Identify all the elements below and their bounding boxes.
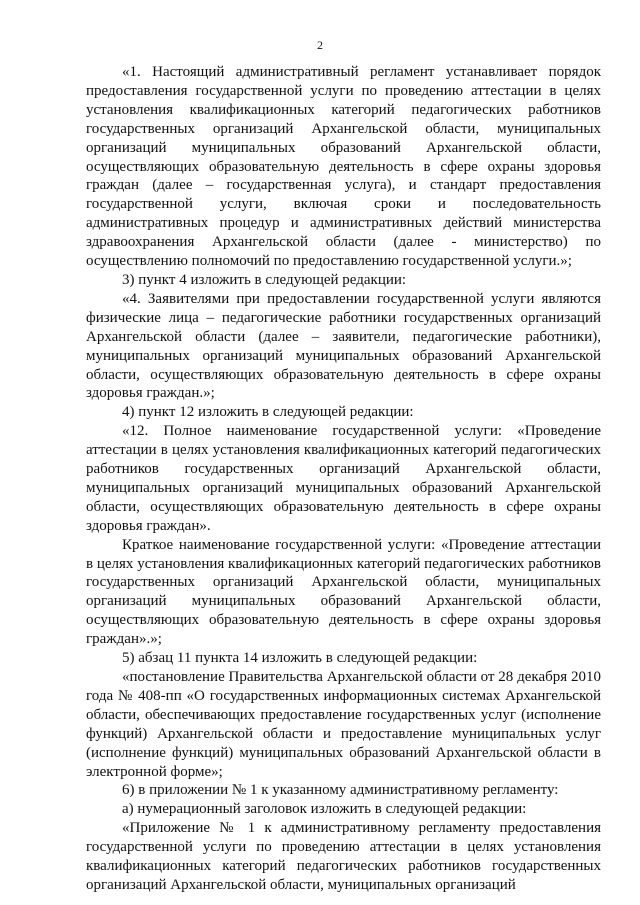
paragraph-4: 4) пункт 12 изложить в следующей редакции: xyxy=(122,404,414,421)
document-body xyxy=(86,63,601,895)
paragraph-9: 6) в приложении № 1 к указанному административному регламенту: xyxy=(122,782,559,799)
paragraph-7: 5) абзац 11 пункта 14 изложить в следующей редакции: xyxy=(122,650,478,667)
paragraph-10: а) нумерационный заголовок изложить в следующей редакции: xyxy=(122,801,527,818)
paragraph-3: «4. Заявителями при предоставлении государственной услуги являются физические лица – педагогические работники государственных организаций Архангельской области (далее – заявители, педагогические работники), муниципальных организаций муниципальных образований Архангельской области, осуществляющих образовательную деятельность в сфере охраны здоровья граждан.»; xyxy=(86,290,601,402)
paragraph-6: Краткое наименование государственной услуги: «Проведение аттестации в целях установления квалификационных категорий педагогических работников государственных организаций Архангельской области, муниципальных организаций муниципальных образований Архангельской области, осуществляющих образовательную деятельность в сфере охраны здоровья граждан».»; xyxy=(86,536,601,648)
paragraph-1: «1. Настоящий административный регламент устанавливает порядок предоставления государственной услуги по проведению аттестации в целях установления квалификационных категорий педагогических работников государственных организаций Архангельской области, муниципальных организаций муниципальных образований Архангельской области, осуществляющих образовательную деятельность в сфере охраны здоровья граждан (далее – государственная услуга), и стандарт предоставления государственной услуги, включая сроки и последовательность административных процедур и административных действий министерства здравоохранения Архангельской области (далее - министерство) по осуществлению полномочий по предоставлению государственной услуги.»; xyxy=(86,64,601,270)
page-number: 2 xyxy=(317,38,323,52)
paragraph-11: «Приложение № 1 к административному регламенту предоставления государственной услуги по проведению аттестации в целях установления квалификационных категорий педагогических работников государственных организаций Архангельской области, муниципальных организаций xyxy=(86,820,601,893)
paragraph-5: «12. Полное наименование государственной услуги: «Проведение аттестации в целях установления квалификационных категорий педагогических работников государственных организаций Архангельской области, муниципальных организаций муниципальных образований Архангельской области, осуществляющих образовательную деятельность в сфере охраны здоровья граждан». xyxy=(86,423,601,534)
paragraph-8: «постановление Правительства Архангельской области от 28 декабря 2010 года № 408-пп «О государственных информационных системах Архангельской области, обеспечивающих предоставление государственных услуг (исполнение функций) Архангельской области и предоставление муниципальных услуг (исполнение функций) муниципальных образований Архангельской области в электронной форме»; xyxy=(86,669,601,780)
paragraph-2: 3) пункт 4 изложить в следующей редакции: xyxy=(122,271,407,288)
